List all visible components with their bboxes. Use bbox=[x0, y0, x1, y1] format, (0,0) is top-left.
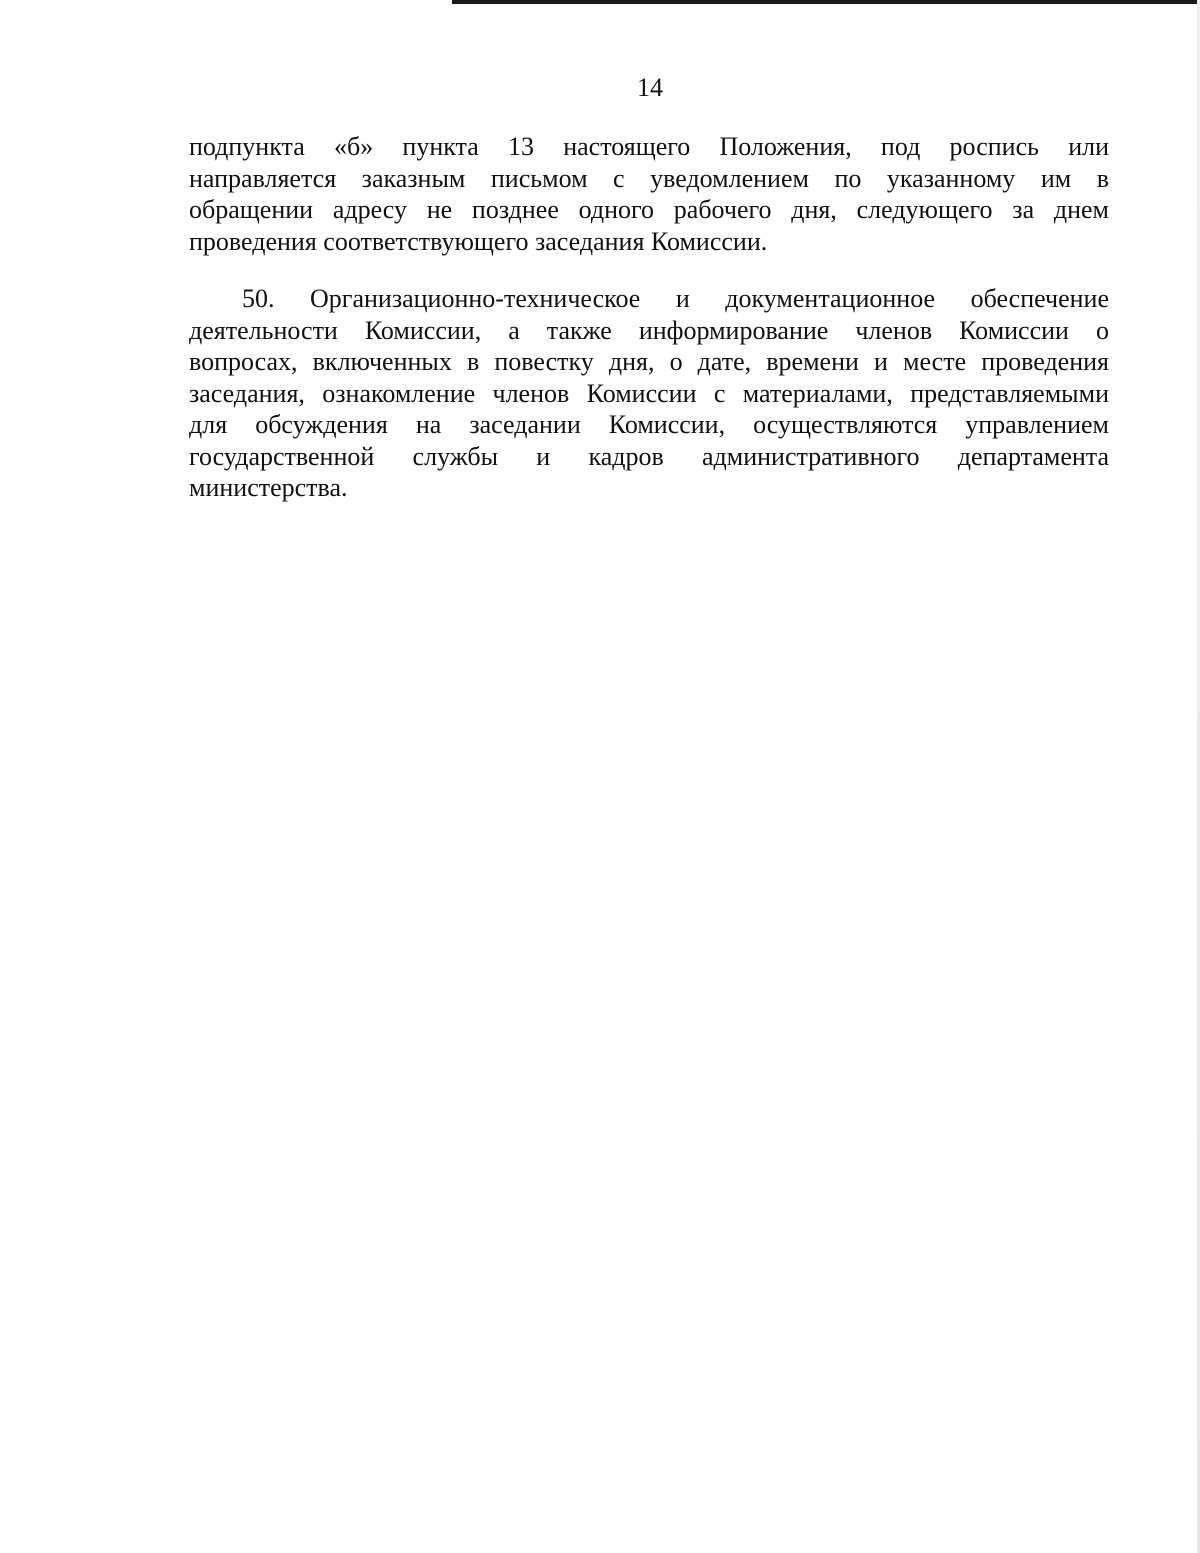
paragraph-continuation bbox=[189, 131, 1109, 257]
page-number: 14 bbox=[637, 73, 663, 102]
text-line: министерства. bbox=[189, 473, 348, 502]
text-line: проведения соответствующего заседания Комиссии. bbox=[189, 226, 768, 256]
text-line: государственной службы и кадров административного департамента bbox=[189, 441, 1109, 471]
text-line: для обсуждения на заседании Комиссии, осуществляются управлением bbox=[189, 410, 1109, 439]
text-line: заседания, ознакомление членов Комиссии с материалами, представляемыми bbox=[189, 378, 1109, 408]
text-line: вопросах, включенных в повестку дня, о дате, времени и месте проведения bbox=[189, 347, 1109, 376]
top-scan-rule bbox=[452, 0, 1200, 4]
paragraph-50 bbox=[189, 283, 1109, 504]
text-line: направляется заказным письмом с уведомлением по указанному им в bbox=[189, 163, 1109, 193]
text-line: подпункта «б» пункта 13 настоящего Положения, под роспись или bbox=[189, 132, 1109, 161]
text-line: обращении адресу не позднее одного рабочего дня, следующего за днем bbox=[189, 195, 1109, 224]
text-line: 50. Организационно-техническое и документационное обеспечение bbox=[242, 284, 1109, 313]
text-line: деятельности Комиссии, а также информирование членов Комиссии о bbox=[189, 315, 1109, 345]
